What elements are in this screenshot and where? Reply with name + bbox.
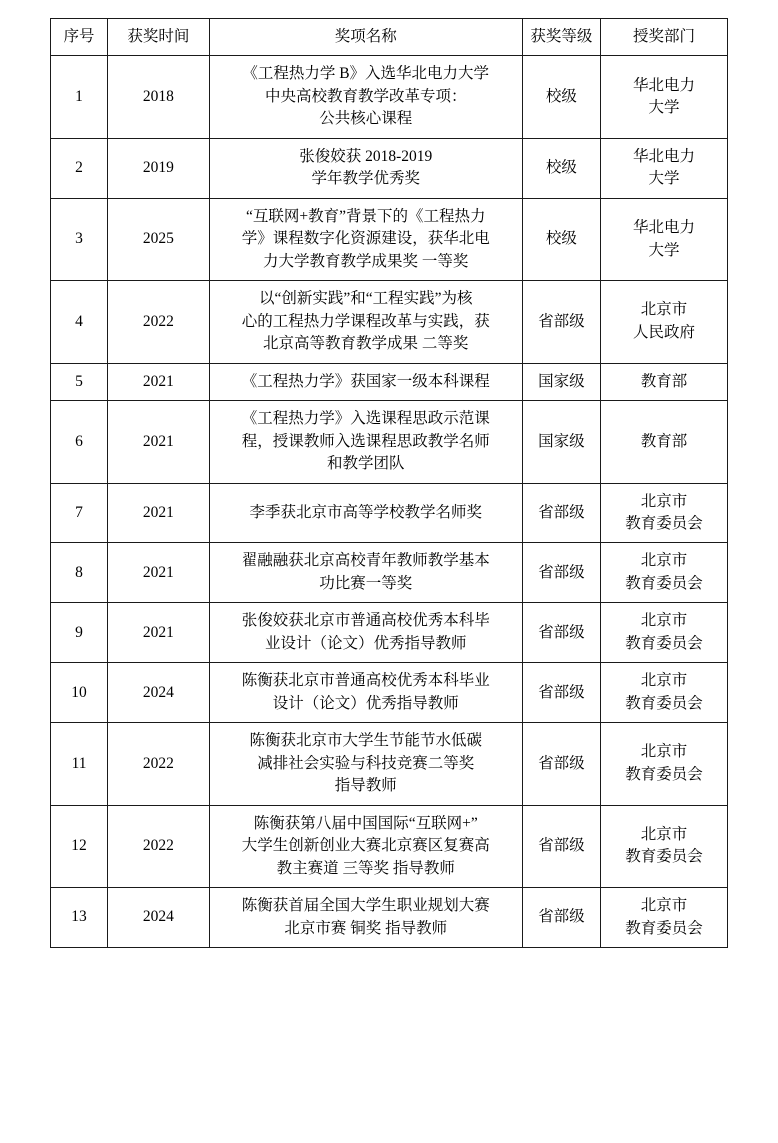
award-name-line: 业设计（论文）优秀指导教师	[264, 634, 467, 652]
cell-time: 2021	[108, 401, 210, 483]
level-line: 省部级	[538, 683, 585, 701]
dept-line: 北京市	[640, 492, 688, 510]
award-name-line: 《工程热力学》获国家一级本科课程	[241, 372, 490, 390]
dept-line: 北京市	[640, 672, 688, 690]
cell-time: 2021	[108, 543, 210, 603]
cell-no: 3	[51, 198, 108, 280]
cell-dept	[601, 483, 728, 543]
table-row	[51, 805, 728, 887]
dept-line: 教育委员会	[625, 765, 703, 783]
cell-award-name	[209, 888, 522, 948]
dept-line: 教育委员会	[625, 574, 703, 592]
table-row	[51, 663, 728, 723]
cell-dept	[601, 888, 728, 948]
award-name-line: 教主赛道 三等奖 指导教师	[276, 859, 455, 877]
award-name-line: 力大学教育教学成果奖 一等奖	[263, 252, 469, 270]
table-row	[51, 198, 728, 280]
cell-no: 8	[51, 543, 108, 603]
dept-line: 北京市	[640, 743, 688, 761]
award-name-line: 学年教学优秀奖	[311, 170, 420, 188]
dept-line: 人民政府	[633, 323, 696, 341]
table-row	[51, 56, 728, 138]
table-row	[51, 401, 728, 483]
column-header-no: 序号	[51, 19, 108, 56]
cell-dept	[601, 281, 728, 363]
cell-dept	[601, 723, 728, 805]
award-name-line: 《工程热力学》入选课程思政示范课	[241, 410, 490, 428]
cell-level	[522, 805, 600, 887]
cell-award-name	[209, 401, 522, 483]
cell-time: 2022	[108, 805, 210, 887]
award-name-line: 公共核心课程	[319, 110, 413, 128]
table-row	[51, 888, 728, 948]
cell-time: 2021	[108, 363, 210, 400]
award-name-line: 陈衡获首届全国大学生职业规划大赛	[241, 897, 490, 915]
cell-dept	[601, 603, 728, 663]
cell-time: 2024	[108, 663, 210, 723]
cell-dept	[601, 363, 728, 400]
cell-level	[522, 363, 600, 400]
award-name-line: 减排社会实验与科技竞赛二等奖	[257, 754, 475, 772]
cell-time: 2022	[108, 723, 210, 805]
dept-line: 教育委员会	[625, 919, 703, 937]
cell-time: 2018	[108, 56, 210, 138]
award-name-line: “互联网+教育”背景下的《工程热力	[245, 207, 486, 225]
column-header-time: 获奖时间	[108, 19, 210, 56]
award-name-line: 指导教师	[334, 777, 397, 795]
cell-award-name	[209, 663, 522, 723]
cell-dept	[601, 663, 728, 723]
award-name-line: 张俊姣获北京市普通高校优秀本科毕	[241, 612, 490, 630]
table-row	[51, 281, 728, 363]
cell-level	[522, 888, 600, 948]
level-line: 校级	[545, 87, 577, 105]
award-name-line: 心的工程热力学课程改革与实践，获	[241, 312, 490, 330]
level-line: 省部级	[538, 837, 585, 855]
cell-dept	[601, 543, 728, 603]
dept-line: 华北电力	[633, 147, 696, 165]
cell-award-name	[209, 603, 522, 663]
cell-dept	[601, 198, 728, 280]
dept-line: 教育委员会	[625, 634, 703, 652]
cell-level	[522, 663, 600, 723]
cell-level	[522, 483, 600, 543]
level-line: 国家级	[538, 432, 585, 450]
award-name-line: 设计（论文）优秀指导教师	[272, 694, 459, 712]
cell-level	[522, 401, 600, 483]
cell-award-name	[209, 363, 522, 400]
cell-dept	[601, 401, 728, 483]
cell-time: 2022	[108, 281, 210, 363]
cell-no: 7	[51, 483, 108, 543]
column-header-level: 获奖等级	[522, 19, 600, 56]
cell-no: 6	[51, 401, 108, 483]
award-name-line: 大学生创新创业大赛北京赛区复赛高	[241, 837, 490, 855]
cell-level	[522, 198, 600, 280]
award-name-line: 翟融融获北京高校青年教师教学基本	[241, 552, 490, 570]
cell-no: 12	[51, 805, 108, 887]
cell-award-name	[209, 805, 522, 887]
cell-level	[522, 138, 600, 198]
cell-time: 2019	[108, 138, 210, 198]
dept-line: 华北电力	[633, 219, 696, 237]
cell-no: 1	[51, 56, 108, 138]
level-line: 校级	[545, 230, 577, 248]
award-name-line: 和教学团队	[326, 455, 405, 473]
cell-level	[522, 603, 600, 663]
cell-dept	[601, 805, 728, 887]
level-line: 国家级	[538, 372, 585, 390]
cell-award-name	[209, 723, 522, 805]
dept-line: 教育部	[640, 372, 688, 390]
dept-line: 大学	[648, 170, 680, 188]
cell-no: 11	[51, 723, 108, 805]
award-name-line: 张俊姣获 2018-2019	[299, 147, 433, 165]
cell-level	[522, 281, 600, 363]
cell-award-name	[209, 281, 522, 363]
dept-line: 教育委员会	[625, 694, 703, 712]
cell-award-name	[209, 483, 522, 543]
level-line: 省部级	[538, 754, 585, 772]
level-line: 省部级	[538, 563, 585, 581]
level-line: 省部级	[538, 908, 585, 926]
cell-dept	[601, 56, 728, 138]
level-line: 校级	[545, 159, 577, 177]
dept-line: 大学	[648, 99, 680, 117]
cell-time: 2021	[108, 483, 210, 543]
award-name-line: 陈衡获北京市普通高校优秀本科毕业	[241, 672, 490, 690]
cell-level	[522, 723, 600, 805]
award-name-line: 程，授课教师入选课程思政教学名师	[241, 432, 490, 450]
table-row	[51, 723, 728, 805]
table-row	[51, 483, 728, 543]
dept-line: 北京市	[640, 552, 688, 570]
award-name-line: 陈衡获北京市大学生节能节水低碳	[249, 732, 482, 750]
cell-no: 10	[51, 663, 108, 723]
award-name-line: 李季获北京市高等学校教学名师奖	[249, 503, 482, 521]
award-name-line: 北京市赛 铜奖 指导教师	[284, 919, 448, 937]
cell-time: 2021	[108, 603, 210, 663]
cell-no: 9	[51, 603, 108, 663]
dept-line: 教育部	[640, 432, 688, 450]
dept-line: 北京市	[640, 897, 688, 915]
award-name-line: 《工程热力学 B》入选华北电力大学	[242, 65, 490, 83]
table-row	[51, 363, 728, 400]
cell-time: 2024	[108, 888, 210, 948]
table-row	[51, 603, 728, 663]
level-line: 省部级	[538, 623, 585, 641]
cell-award-name	[209, 198, 522, 280]
award-name-line: 中央高校教育教学改革专项：	[264, 87, 467, 105]
cell-dept	[601, 138, 728, 198]
cell-level	[522, 543, 600, 603]
column-header-name: 奖项名称	[209, 19, 522, 56]
award-table	[50, 18, 728, 948]
dept-line: 大学	[648, 241, 680, 259]
award-name-line: 北京高等教育教学成果 二等奖	[263, 335, 469, 353]
award-name-line: 功比赛一等奖	[319, 574, 413, 592]
cell-no: 2	[51, 138, 108, 198]
table-body	[51, 56, 728, 948]
award-name-line: 陈衡获第八届中国国际“互联网+”	[253, 814, 478, 832]
dept-line: 北京市	[640, 612, 688, 630]
cell-level	[522, 56, 600, 138]
dept-line: 北京市	[640, 301, 688, 319]
table-header-row	[51, 19, 728, 56]
cell-no: 13	[51, 888, 108, 948]
award-name-line: 以“创新实践”和“工程实践”为核	[258, 290, 473, 308]
table-header	[51, 19, 728, 56]
dept-line: 华北电力	[633, 76, 696, 94]
column-header-dept: 授奖部门	[601, 19, 728, 56]
cell-no: 5	[51, 363, 108, 400]
dept-line: 教育委员会	[625, 848, 703, 866]
cell-time: 2025	[108, 198, 210, 280]
table-row	[51, 138, 728, 198]
cell-award-name	[209, 56, 522, 138]
cell-no: 4	[51, 281, 108, 363]
award-name-line: 学》课程数字化资源建设，获华北电	[241, 230, 490, 248]
level-line: 省部级	[538, 312, 585, 330]
level-line: 省部级	[538, 503, 585, 521]
cell-award-name	[209, 138, 522, 198]
cell-award-name	[209, 543, 522, 603]
table-row	[51, 543, 728, 603]
dept-line: 教育委员会	[625, 514, 703, 532]
dept-line: 北京市	[640, 825, 688, 843]
